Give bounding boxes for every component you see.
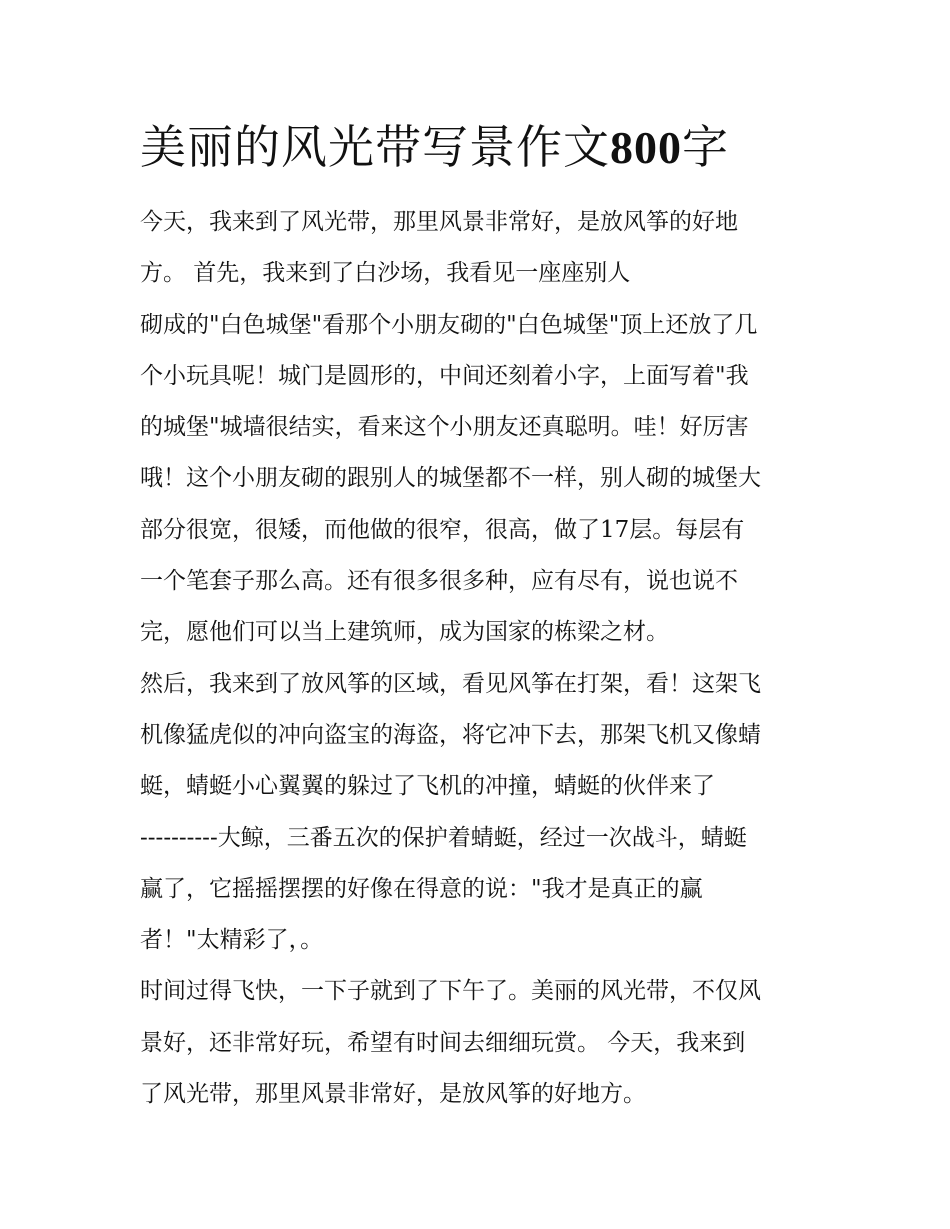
title-suffix: 字	[682, 120, 729, 174]
text-line: 蜓，蜻蜓小心翼翼的躲过了飞机的冲撞，蜻蜓的伙伴来了	[140, 773, 715, 800]
text-line: 然后，我来到了放风筝的区域，看见风筝在打架，看！这架飞	[140, 670, 761, 697]
document-title	[140, 112, 840, 183]
text-line: 今天，我来到了风光带，那里风景非常好，是放风筝的好地	[140, 209, 738, 235]
text-line: 时间过得飞快，一下子就到了下午了。美丽的风光带，不仅风	[140, 978, 761, 1005]
text-line: ----------大鲸，三番五次的保护着蜻蜓，经过一次战斗，蜻蜓	[140, 824, 747, 851]
title-number: 800	[610, 122, 682, 173]
text-line: 砌成的"白色城堡"看那个小朋友砌的"白色城堡"顶上还放了几	[140, 311, 758, 338]
text-line: 者！"太精彩了，。	[140, 927, 324, 954]
text-line: 一个笔套子那么高。还有很多很多种，应有尽有，说也说不	[140, 568, 738, 595]
text-line: 的城堡"城墙很结实，看来这个小朋友还真聪明。哇！好厉害	[140, 414, 749, 441]
text-line: 景好，还非常好玩，希望有时间去细细玩赏。 今天，我来到	[140, 1029, 746, 1056]
text-line: 部分很宽，很矮，而他做的很窄，很高，做了17层。每层有	[140, 516, 745, 543]
text-line: 了风光带，那里风景非常好，是放风筝的好地方。	[140, 1081, 646, 1108]
title-text: 美丽的风光带写景作文	[140, 120, 610, 174]
text-line: 方。 首先，我来到了白沙场，我看见一座座别人	[140, 260, 631, 287]
text-line: 机像猛虎似的冲向盗宝的海盗，将它冲下去，那架飞机又像蜻	[140, 721, 761, 748]
text-line: 哦！这个小朋友砌的跟别人的城堡都不一样，别人砌的城堡大	[140, 465, 761, 492]
essay-body	[140, 197, 830, 1120]
text-line: 个小玩具呢！城门是圆形的，中间还刻着小字，上面写着"我	[140, 362, 749, 389]
text-line: 赢了，它摇摇摆摆的好像在得意的说："我才是真正的赢	[140, 875, 703, 902]
text-line: 完，愿他们可以当上建筑师，成为国家的栋梁之材。	[140, 619, 669, 646]
